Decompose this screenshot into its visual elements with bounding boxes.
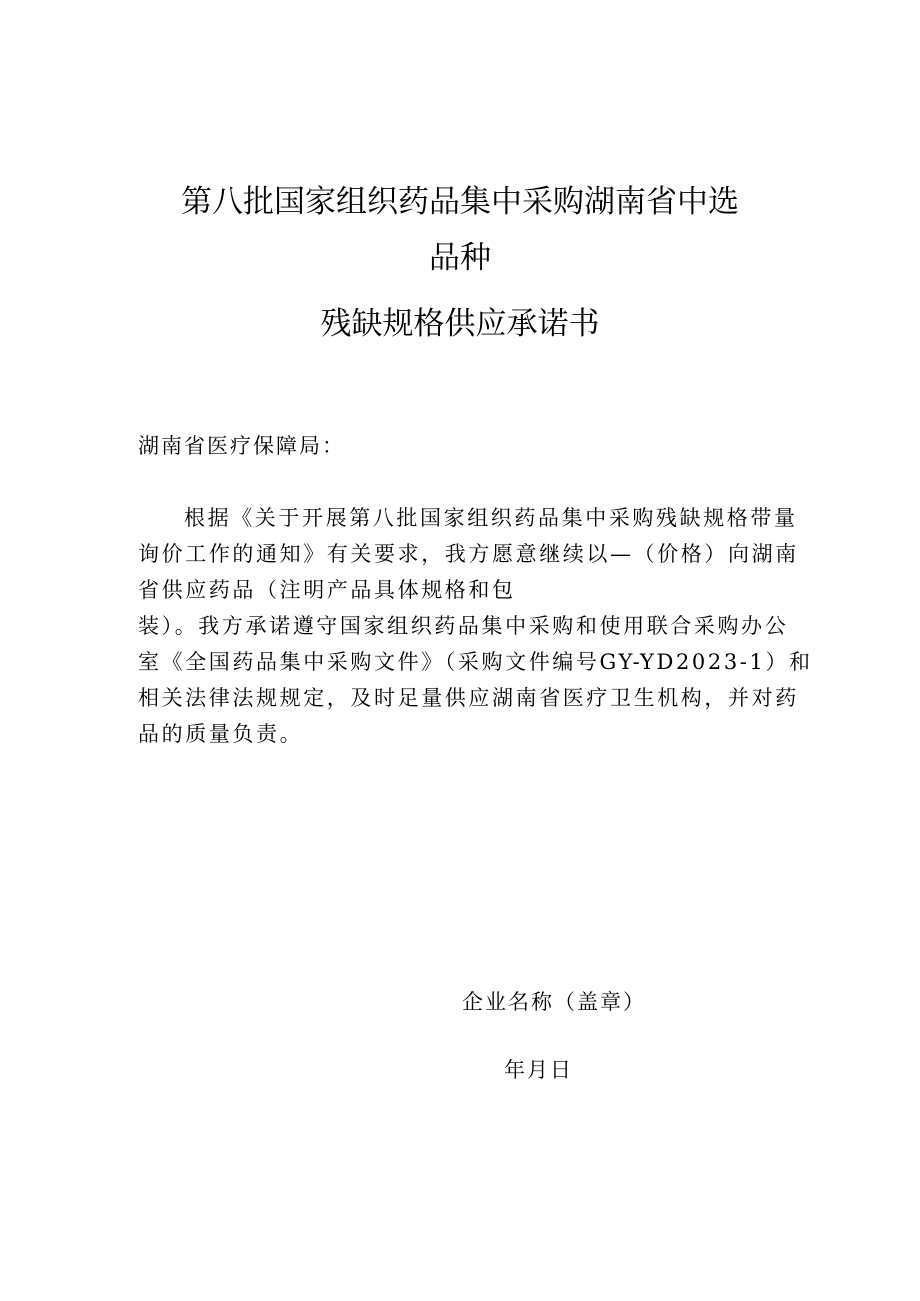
document-title-line-3: 残缺规格供应承诺书 (320, 306, 600, 342)
document-title-line-1: 第八批国家组织药品集中采购湖南省中选 (181, 184, 739, 220)
paragraph-line: 相关法律法规规定，及时足量供应湖南省医疗卫生机构，并对药 (138, 686, 799, 710)
company-name-seal-label: 企业名称（盖章） (462, 990, 646, 1014)
commitment-paragraph (138, 500, 813, 752)
paragraph-line: 询价工作的通知》有关要求，我方愿意继续以—（价格）向湖南 (138, 542, 799, 566)
document-title-line-2: 品种 (429, 240, 491, 276)
paragraph-line: 品的质量负责。 (138, 722, 304, 746)
paragraph-line: 根据《关于开展第八批国家组织药品集中采购残缺规格带量 (184, 506, 798, 530)
paragraph-line: 室《全国药品集中采购文件》（采购文件编号GY-YD2023-1）和 (138, 650, 813, 674)
paragraph-line: 省供应药品（注明产品具体规格和包 (138, 578, 516, 602)
date-label: 年月日 (504, 1058, 573, 1082)
addressee: 湖南省医疗保障局： (138, 434, 345, 458)
paragraph-line: 装）。我方承诺遵守国家组织药品集中采购和使用联合采购办公 (138, 614, 789, 638)
